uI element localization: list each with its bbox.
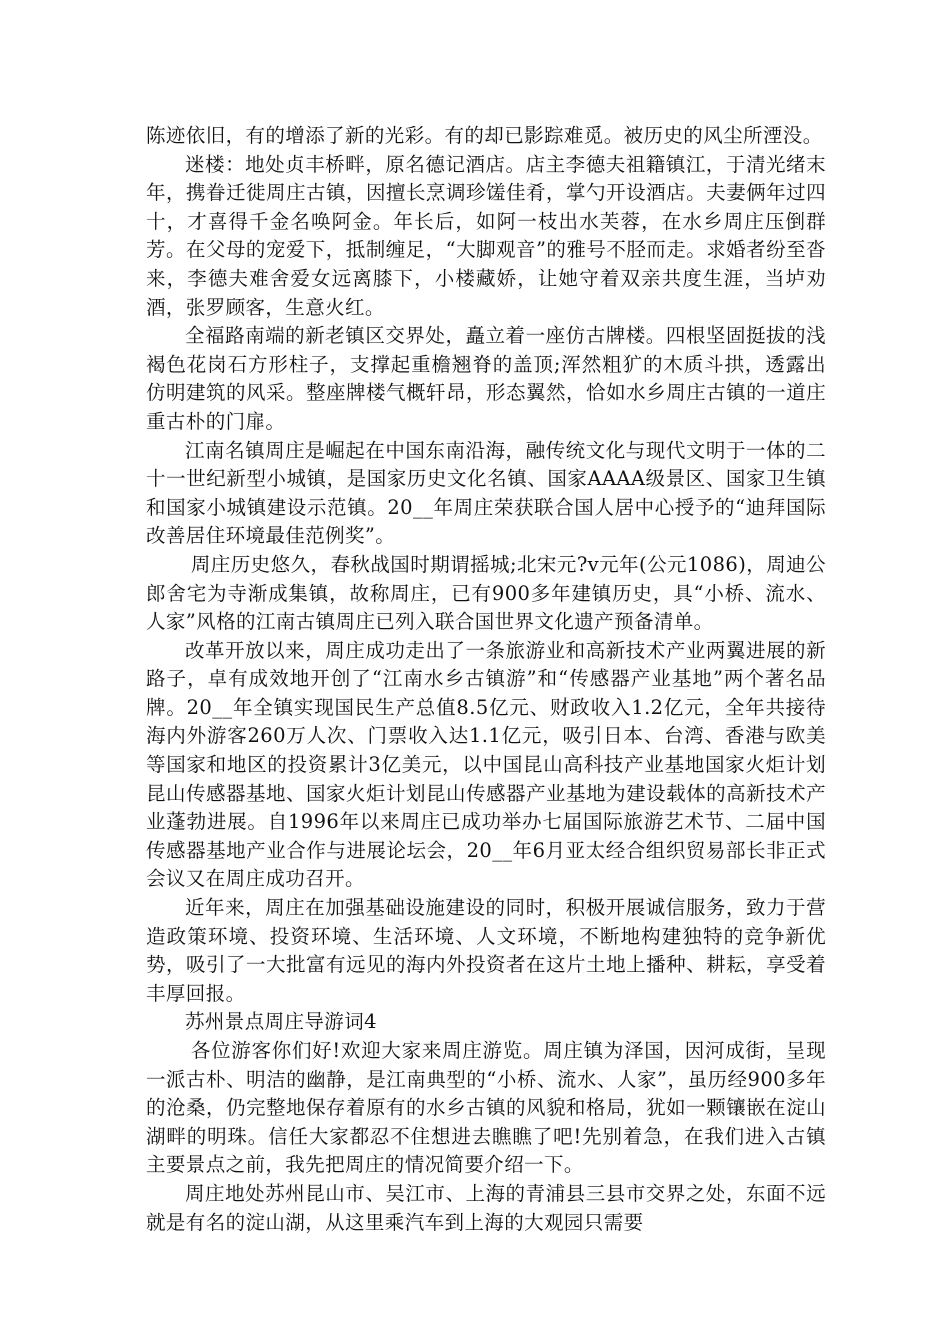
- paragraph-location: 周庄地处苏州昆山市、吴江市、上海的青浦县三县市交界之处，东面不远就是有名的淀山湖，从这里乘汽车到上海的大观园只需要: [146, 1181, 826, 1234]
- paragraph-paifang: 全福路南端的新老镇区交界处，矗立着一座仿古牌楼。四根坚固挺拔的浅褐色花岗石方形柱子，支撑起重檐翘脊的盖顶;浑然粗犷的木质斗拱，透露出仿明建筑的风采。整座牌楼气概轩昂，形态翼然，恰如水乡周庄古镇的一道庄重古朴的门扉。: [146, 324, 826, 433]
- paragraph-reform: 改革开放以来，周庄成功走出了一条旅游业和高新技术产业两翼进展的新路子，卓有成效地开创了“江南水乡古镇游”和“传感器产业基地”两个著名品牌。20__年全镇实现国民生产总值8.5亿元、财政收入1.2亿元，全年共接待海内外游客260万人次、门票收入达1.1亿元，吸引日本、台湾、香港与欧美等国家和地区的投资累计3亿美元，以中国昆山高科技产业基地国家火炬计划昆山传感器基地、国家火炬计划昆山传感器产业基地为建设载体的高新技术产业蓬勃进展。自1996年以来周庄已成功举办七届国际旅游艺术节、二届中国传感器基地产业合作与进展论坛会，20__年6月亚太经合组织贸易部长非正式会议又在周庄成功召开。: [146, 638, 826, 891]
- paragraph-continuation: 陈迹依旧，有的增添了新的光彩。有的却已影踪难觅。被历史的风尘所湮没。: [146, 124, 823, 147]
- section-heading: 苏州景点周庄导游词4: [185, 1010, 377, 1034]
- paragraph-famous-town: 江南名镇周庄是崛起在中国东南沿海，融传统文化与现代文明于一体的二十一世纪新型小城镇，是国家历史文化名镇、国家AAAA级景区、国家卫生镇和国家小城镇建设示范镇。20__年周庄荣获联合国人居中心授予的“迪拜国际改善居住环境最佳范例奖”。: [146, 438, 826, 548]
- paragraph-welcome: 各位游客你们好!欢迎大家来周庄游览。周庄镇为泽国，因河成街，呈现一派古朴、明洁的幽静，是江南典型的“小桥、流水、人家”，虽历经900多年的沧桑，仍完整地保存着原有的水乡古镇的风貌和格局，犹如一颗镶嵌在淀山湖畔的明珠。信任大家都忍不住想进去瞧瞧了吧!先别着急，在我们进入古镇主要景点之前，我先把周庄的情况简要介绍一下。: [146, 1039, 826, 1177]
- paragraph-recent-years: 近年来，周庄在加强基础设施建设的同时，积极开展诚信服务，致力于营造政策环境、投资环境、生活环境、人文环境，不断地构建独特的竞争新优势，吸引了一大批富有远见的海内外投资者在这片土地上播种、耕耘，享受着丰厚回报。: [146, 896, 826, 1005]
- paragraph-history: 周庄历史悠久，春秋战国时期谓摇城;北宋元?v元年(公元1086)，周迪公郎舍宅为寺渐成集镇，故称周庄，已有900多年建镇历史，具“小桥、流水、人家”风格的江南古镇周庄已列入联合国世界文化遗产预备清单。: [146, 552, 826, 634]
- paragraph-milou: 迷楼：地处贞丰桥畔，原名德记酒店。店主李德夫祖籍镇江，于清光绪末年，携眷迁徙周庄古镇，因擅长烹调珍馐佳肴，掌勺开设酒店。夫妻俩年过四十，才喜得千金名唤阿金。年长后，如阿一枝出水芙蓉，在水乡周庄压倒群芳。在父母的宠爱下，抵制缠足，“大脚观音”的雅号不胫而走。求婚者纷至沓来，李德夫难舍爱女远离膝下，小楼藏娇，让她守着双亲共度生涯，当垆劝酒，张罗顾客，生意火红。: [146, 152, 826, 319]
- document-body: [146, 122, 826, 1237]
